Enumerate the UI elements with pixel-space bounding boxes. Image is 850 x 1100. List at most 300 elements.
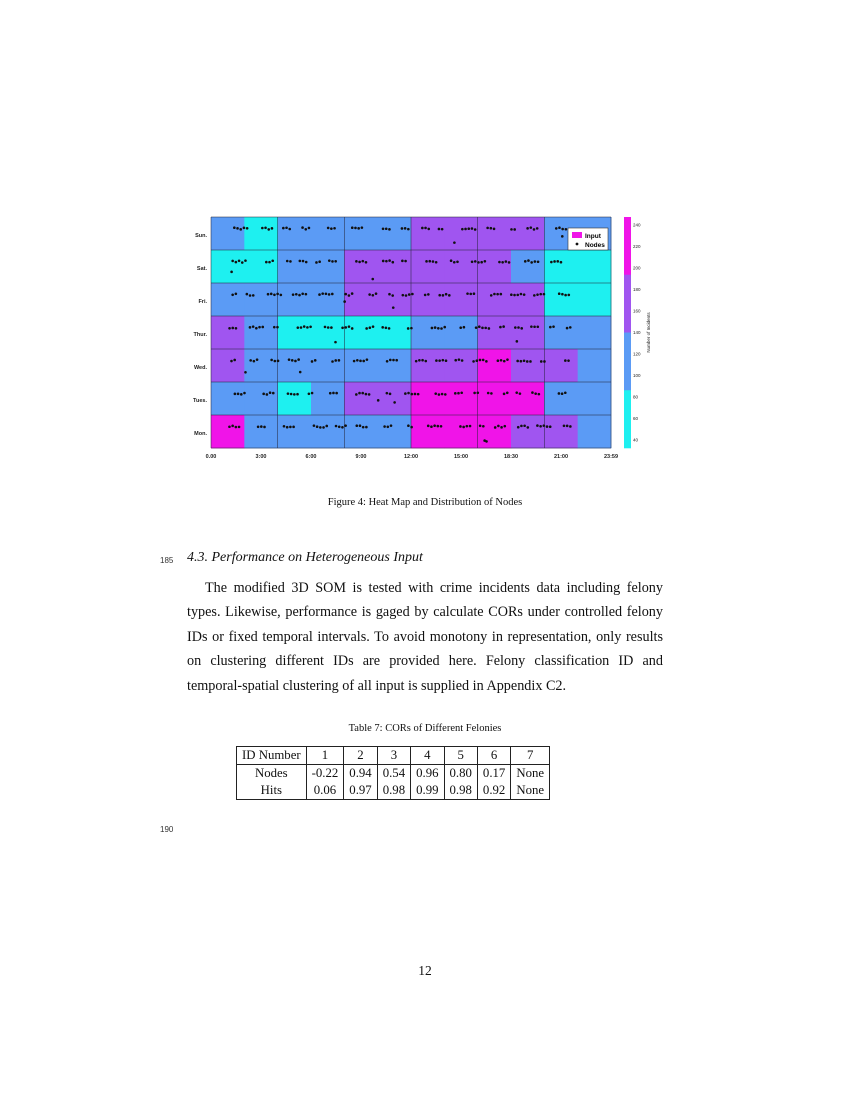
- node-point: [365, 393, 368, 396]
- node-point: [461, 228, 464, 231]
- heatmap-cell: [444, 316, 478, 349]
- table-header-cell: 1: [306, 747, 344, 765]
- node-point: [442, 359, 445, 362]
- heatmap-cell: [311, 415, 345, 448]
- node-point: [424, 294, 427, 297]
- node-point: [375, 292, 378, 295]
- node-point: [506, 392, 509, 395]
- legend: [568, 228, 608, 250]
- node-point: [459, 425, 462, 428]
- node-point: [314, 359, 317, 362]
- table-row: [237, 765, 550, 783]
- node-point: [271, 227, 274, 230]
- node-point: [358, 392, 361, 395]
- node-point: [460, 391, 463, 394]
- node-point: [368, 393, 371, 396]
- heatmap-cell: [211, 283, 245, 316]
- node-point: [453, 261, 456, 264]
- table-cell: 0.92: [477, 782, 510, 800]
- node-point: [325, 292, 328, 295]
- node-point: [322, 426, 325, 429]
- table-cell: 0.96: [411, 765, 444, 783]
- node-point: [527, 426, 530, 429]
- node-point: [286, 260, 289, 263]
- node-point: [361, 260, 364, 263]
- node-point: [430, 425, 433, 428]
- node-point: [241, 261, 244, 264]
- node-point: [533, 325, 536, 328]
- table-cell: 0.99: [411, 782, 444, 800]
- node-point: [383, 425, 386, 428]
- node-point: [253, 360, 256, 363]
- node-point: [434, 392, 437, 395]
- node-point: [234, 393, 237, 396]
- node-point: [438, 228, 441, 231]
- node-point: [355, 393, 358, 396]
- x-tick-label: 3:00: [255, 454, 267, 460]
- node-point: [269, 391, 272, 394]
- table-header-cell: 3: [377, 747, 410, 765]
- node-point: [496, 293, 499, 296]
- node-point: [450, 259, 453, 262]
- node-point: [427, 425, 430, 428]
- node-point: [258, 326, 261, 329]
- node-point: [440, 327, 443, 330]
- node-point: [311, 360, 314, 363]
- node-point: [292, 426, 295, 429]
- node-point: [569, 425, 572, 428]
- node-point: [454, 392, 457, 395]
- node-point: [550, 261, 553, 264]
- table-header-cell: 6: [477, 747, 510, 765]
- table-cell: 0.80: [444, 765, 477, 783]
- node-point: [402, 294, 405, 297]
- node-point: [365, 426, 368, 429]
- node-point: [487, 392, 490, 395]
- node-point: [335, 392, 338, 395]
- node-point: [329, 392, 332, 395]
- heatmap-cell: [344, 217, 378, 250]
- x-tick-label: 23:59: [603, 454, 619, 460]
- node-point: [361, 226, 364, 229]
- node-point: [288, 228, 291, 231]
- section-heading: 4.3. Performance on Heterogeneous Input: [187, 550, 423, 565]
- node-point: [387, 426, 390, 429]
- node-point: [424, 360, 427, 363]
- heatmap-cell: [411, 217, 445, 250]
- table-caption: Table 7: CORs of Different Felonies: [348, 723, 502, 734]
- node-point: [410, 426, 413, 429]
- node-point: [308, 227, 311, 230]
- node-point: [561, 235, 564, 238]
- node-point: [381, 326, 384, 329]
- node-point: [295, 293, 298, 296]
- node-point: [513, 294, 516, 297]
- node-point: [372, 294, 375, 297]
- node-point: [270, 359, 273, 362]
- node-point: [316, 425, 319, 428]
- node-point: [330, 326, 333, 329]
- colorbar-label: Number of Incidents: [646, 312, 651, 353]
- node-point: [425, 260, 428, 263]
- y-tick-label: Mon.: [194, 430, 207, 437]
- heatmap-cell: [578, 316, 612, 349]
- node-point: [569, 326, 572, 329]
- colorbar-tick-label: 40: [633, 437, 639, 443]
- heatmap-cell: [478, 382, 512, 415]
- node-point: [453, 241, 456, 244]
- heatmap-cell: [244, 382, 278, 415]
- node-point: [564, 294, 567, 297]
- colorbar-tick-label: 180: [633, 287, 641, 292]
- node-point: [537, 260, 540, 263]
- node-point: [441, 393, 444, 396]
- node-point: [566, 425, 569, 428]
- figure-caption: Figure 4: Heat Map and Distribution of Nodes: [327, 497, 523, 508]
- node-point: [536, 293, 539, 296]
- node-point: [564, 359, 567, 362]
- node-point: [482, 359, 485, 362]
- node-point: [290, 393, 293, 396]
- node-point: [359, 424, 362, 427]
- node-point: [475, 359, 478, 362]
- legend-input-label: Input: [585, 233, 601, 240]
- node-point: [438, 359, 441, 362]
- node-point: [233, 359, 236, 362]
- node-point: [556, 260, 559, 263]
- node-point: [324, 326, 327, 329]
- table-header-cell: ID Number: [237, 747, 307, 765]
- node-point: [454, 359, 457, 362]
- heatmap-cell: [411, 415, 445, 448]
- node-point: [490, 294, 493, 297]
- node-point: [503, 393, 506, 396]
- heatmap-cell: [378, 349, 412, 382]
- node-point: [536, 325, 539, 328]
- node-point: [244, 371, 247, 374]
- node-point: [343, 300, 346, 303]
- node-point: [474, 228, 477, 231]
- heatmap-cell: [311, 283, 345, 316]
- heatmap-cell: [311, 316, 345, 349]
- node-point: [530, 261, 533, 264]
- node-point: [473, 392, 476, 395]
- node-point: [438, 393, 441, 396]
- node-point: [527, 259, 530, 262]
- node-point: [331, 293, 334, 296]
- node-point: [351, 292, 354, 295]
- node-point: [233, 226, 236, 229]
- node-point: [302, 260, 305, 263]
- node-point: [235, 327, 238, 330]
- node-point: [385, 260, 388, 263]
- body-paragraph: The modified 3D SOM is tested with crime incidents data including felony types. Likewise, performance is gaged by calculate CORs under controlled felony IDs or fixed temporal intervals. To avoid monotony in representation, only results on clustering different IDs are provided here. Felony classification ID and temporal-spatial clustering of all input is supplied in Appendix C2.: [187, 580, 663, 694]
- table-header-row: [237, 747, 550, 765]
- node-point: [282, 227, 285, 230]
- node-point: [235, 292, 238, 295]
- node-point: [561, 392, 564, 395]
- node-point: [366, 358, 369, 361]
- heatmap-cell: [244, 349, 278, 382]
- node-point: [461, 359, 464, 362]
- node-point: [560, 261, 563, 264]
- node-point: [289, 426, 292, 429]
- heatmap-cell: [344, 349, 378, 382]
- heatmap-figure: [190, 212, 650, 464]
- node-point: [274, 360, 277, 363]
- node-point: [471, 261, 474, 264]
- node-point: [438, 294, 441, 297]
- node-point: [408, 293, 411, 296]
- node-point: [481, 327, 484, 330]
- node-point: [351, 327, 354, 330]
- node-point: [483, 439, 486, 442]
- node-point: [238, 426, 241, 429]
- node-point: [526, 227, 529, 230]
- table-cell: 0.98: [377, 782, 410, 800]
- node-point: [313, 424, 316, 427]
- heatmap-cell: [444, 283, 478, 316]
- node-point: [235, 261, 238, 264]
- node-point: [296, 393, 299, 396]
- node-point: [332, 392, 335, 395]
- heatmap-cell: [311, 382, 345, 415]
- node-point: [552, 325, 555, 328]
- node-point: [344, 326, 347, 329]
- node-point: [428, 260, 431, 263]
- node-point: [442, 294, 445, 297]
- heatmap-cell: [411, 316, 445, 349]
- node-point: [529, 226, 532, 229]
- table-cell: 0.54: [377, 765, 410, 783]
- node-point: [529, 360, 532, 363]
- node-point: [231, 294, 234, 297]
- node-point: [294, 360, 297, 363]
- node-point: [534, 260, 537, 263]
- node-point: [543, 424, 546, 427]
- node-point: [230, 271, 233, 274]
- heatmap-cell: [411, 283, 445, 316]
- node-point: [271, 259, 274, 262]
- node-point: [549, 326, 552, 329]
- node-point: [289, 260, 292, 263]
- node-point: [503, 425, 506, 428]
- heatmap-cell: [444, 349, 478, 382]
- node-point: [291, 359, 294, 362]
- heatmap-cell: [278, 349, 312, 382]
- node-point: [498, 261, 501, 264]
- table-cell: Nodes: [237, 765, 307, 783]
- node-point: [490, 392, 493, 395]
- node-point: [435, 359, 438, 362]
- node-point: [565, 228, 568, 231]
- y-tick-label: Tues.: [193, 397, 207, 404]
- node-point: [260, 425, 263, 428]
- node-point: [231, 327, 234, 330]
- table-header-cell: 5: [444, 747, 477, 765]
- y-tick-label: Fri.: [198, 298, 207, 305]
- node-point: [308, 392, 311, 395]
- heatmap-cell: [244, 415, 278, 448]
- node-point: [311, 392, 314, 395]
- node-point: [411, 293, 414, 296]
- x-tick-label: 9:00: [355, 454, 367, 460]
- node-point: [272, 392, 275, 395]
- node-point: [561, 293, 564, 296]
- node-point: [348, 325, 351, 328]
- node-point: [369, 326, 372, 329]
- node-point: [392, 359, 395, 362]
- table-cell: 0.98: [444, 782, 477, 800]
- node-point: [301, 226, 304, 229]
- node-point: [334, 260, 337, 263]
- node-point: [261, 326, 264, 329]
- node-point: [299, 260, 302, 263]
- node-point: [388, 228, 391, 231]
- node-point: [516, 294, 519, 297]
- heatmap-cell: [411, 349, 445, 382]
- node-point: [424, 227, 427, 230]
- node-point: [440, 425, 443, 428]
- node-point: [434, 326, 437, 329]
- node-point: [327, 326, 330, 329]
- node-point: [474, 260, 477, 263]
- node-point: [382, 260, 385, 263]
- colorbar-tick-label: 140: [633, 330, 641, 335]
- node-point: [467, 227, 470, 230]
- heatmap-cell: [278, 316, 312, 349]
- node-point: [298, 294, 301, 297]
- heatmap-cell: [511, 316, 545, 349]
- node-point: [407, 392, 410, 395]
- heatmap-cell: [511, 382, 545, 415]
- node-point: [365, 261, 368, 264]
- node-point: [303, 325, 306, 328]
- node-point: [490, 227, 493, 230]
- node-point: [520, 327, 523, 330]
- node-point: [235, 426, 238, 429]
- node-point: [270, 293, 273, 296]
- table-cell: None: [511, 765, 550, 783]
- table-cell: Hits: [237, 782, 307, 800]
- node-point: [555, 227, 558, 230]
- heatmap-cell: [378, 250, 412, 283]
- node-point: [228, 425, 231, 428]
- node-point: [390, 424, 393, 427]
- node-point: [306, 326, 309, 329]
- node-point: [404, 227, 407, 230]
- node-point: [432, 260, 435, 263]
- colorbar-tick-label: 100: [633, 373, 641, 378]
- node-point: [344, 293, 347, 296]
- heatmap-cell: [478, 349, 512, 382]
- node-point: [386, 392, 389, 395]
- node-point: [262, 393, 265, 396]
- colorbar: [624, 217, 651, 448]
- node-point: [517, 426, 520, 429]
- node-point: [536, 424, 539, 427]
- node-point: [543, 360, 546, 363]
- node-point: [488, 327, 491, 330]
- node-point: [385, 227, 388, 230]
- node-point: [377, 399, 380, 402]
- node-point: [499, 326, 502, 329]
- heatmap-cell: [211, 349, 245, 382]
- node-point: [325, 425, 328, 428]
- x-tick-label: 21:00: [553, 454, 569, 460]
- node-point: [458, 358, 461, 361]
- node-point: [433, 424, 436, 427]
- node-point: [330, 227, 333, 230]
- node-point: [392, 306, 395, 309]
- node-point: [414, 393, 417, 396]
- node-point: [464, 228, 467, 231]
- node-point: [410, 393, 413, 396]
- heatmap-cell: [578, 349, 612, 382]
- y-axis-labels: [193, 233, 207, 437]
- node-point: [486, 227, 489, 230]
- node-point: [287, 392, 290, 395]
- node-point: [361, 392, 364, 395]
- heatmap-cell: [444, 382, 478, 415]
- node-point: [540, 360, 543, 363]
- node-point: [389, 393, 392, 396]
- heatmap-cell: [311, 217, 345, 250]
- node-point: [431, 327, 434, 330]
- node-point: [315, 261, 318, 264]
- node-point: [285, 226, 288, 229]
- y-tick-label: Thur.: [193, 331, 207, 338]
- node-point: [354, 227, 357, 230]
- node-point: [546, 425, 549, 428]
- node-point: [261, 227, 264, 230]
- node-point: [566, 327, 569, 330]
- node-point: [238, 259, 241, 262]
- node-point: [475, 326, 478, 329]
- colorbar-segment: [624, 217, 631, 275]
- node-point: [493, 228, 496, 231]
- x-tick-label: 0.00: [205, 454, 217, 460]
- node-point: [539, 425, 542, 428]
- node-point: [237, 393, 240, 396]
- table-cell: -0.22: [306, 765, 344, 783]
- node-point: [297, 358, 300, 361]
- line-number-185: 185: [160, 556, 174, 565]
- node-point: [283, 425, 286, 428]
- heatmap-cell: [344, 316, 378, 349]
- node-point: [286, 426, 289, 429]
- node-point: [427, 228, 430, 231]
- node-point: [334, 359, 337, 362]
- heatmap-cell: [378, 415, 412, 448]
- node-point: [393, 401, 396, 404]
- node-point: [362, 426, 365, 429]
- x-tick-label: 6:00: [305, 454, 317, 460]
- node-point: [477, 261, 480, 264]
- node-point: [515, 391, 518, 394]
- heatmap-cell: [478, 415, 512, 448]
- colorbar-segment: [624, 333, 631, 391]
- heatmap-cell: [244, 217, 278, 250]
- node-point: [534, 392, 537, 395]
- node-point: [255, 327, 258, 330]
- node-point: [479, 425, 482, 428]
- node-point: [471, 227, 474, 230]
- node-point: [388, 259, 391, 262]
- node-point: [328, 259, 331, 262]
- colorbar-tick-label: 120: [633, 351, 641, 357]
- node-point: [520, 425, 523, 428]
